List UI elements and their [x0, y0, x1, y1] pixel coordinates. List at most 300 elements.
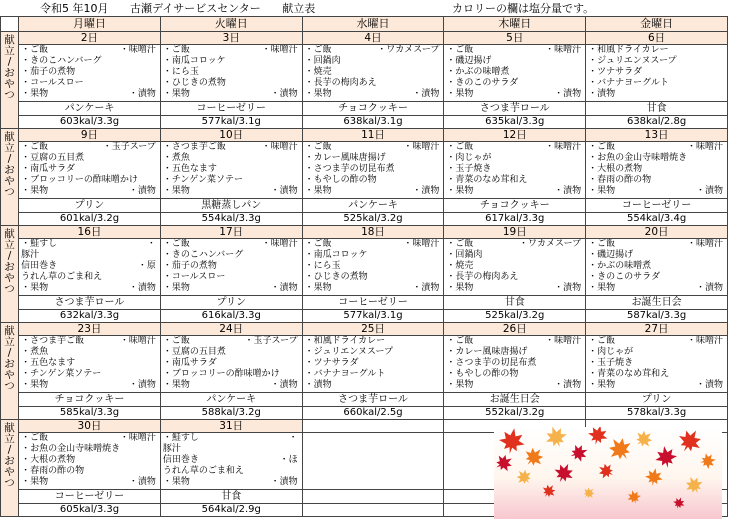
menu-item-right [669, 45, 727, 56]
menu-item: ・果物 [162, 186, 190, 196]
menu-line [21, 56, 160, 67]
menu-cell [302, 239, 444, 296]
menu-line [163, 455, 302, 466]
menu-item: ・コールスロー [21, 78, 84, 88]
menu-item: ・ご飯 [588, 142, 616, 152]
menu-item-right [518, 272, 585, 283]
snack-cell: コーヒーゼリー [160, 102, 302, 116]
weekday-header-row [1, 17, 728, 32]
menu-line [305, 164, 444, 175]
snack-cell: 甘食 [160, 490, 302, 504]
menu-item-right [226, 347, 302, 358]
menu-item: ・コールスロー [162, 272, 226, 282]
side-label-char: / [7, 250, 12, 262]
menu-line [305, 272, 444, 283]
snack-cell: パンケーキ [302, 199, 444, 213]
menu-line [446, 45, 585, 56]
menu-cell [19, 336, 161, 393]
menu-item-right [341, 56, 444, 67]
kcal-cell: 588kal/3.2g [160, 407, 302, 420]
menu-cell [160, 239, 302, 296]
menu-item: ・果物 [162, 477, 190, 487]
menu-item-right [75, 455, 160, 466]
menu-item-right [669, 78, 727, 89]
menu-item-right [226, 56, 302, 67]
menu-item: ・チンゲン菜ソテー [162, 175, 244, 185]
menu-line [21, 347, 160, 358]
side-label-char: お [4, 67, 15, 79]
menu-line [21, 153, 160, 164]
menu-item-right [332, 380, 444, 391]
menu-item-right: ・原 [137, 261, 156, 271]
menu-line [446, 186, 585, 197]
menu-line [588, 164, 727, 175]
menu-item: 豚汁 [21, 250, 40, 260]
menu-item-right [280, 369, 302, 380]
menu-item: ・肉じゃが [588, 347, 634, 357]
menu-line [446, 358, 585, 369]
menu-item: ・果物 [304, 186, 332, 196]
menu-item: 信田巻き [162, 455, 199, 465]
menu-line [588, 283, 727, 294]
menu-cell [160, 142, 302, 199]
empty-kcal-cell [302, 504, 444, 517]
menu-item-right [244, 466, 302, 477]
date-cell: 23日 [19, 323, 161, 336]
menu-item: ・ひじきの煮物 [304, 272, 368, 282]
snack-cell: プリン [160, 296, 302, 310]
menu-item: ・果物 [446, 89, 474, 99]
menu-cell [302, 336, 444, 393]
menu-item-right: ・味噌汁 [545, 45, 582, 55]
menu-line [446, 369, 585, 380]
empty-menu-cell [302, 433, 444, 490]
menu-row [1, 336, 728, 393]
menu-line [446, 175, 585, 186]
menu-item: ・ご飯 [162, 45, 190, 55]
menu-item: ・果物 [588, 283, 616, 293]
menu-item-right [75, 67, 160, 78]
kcal-cell: 577kal/3.1g [160, 116, 302, 129]
menu-line [588, 153, 727, 164]
menu-line [588, 78, 727, 89]
menu-item-right [181, 444, 302, 455]
side-label [1, 420, 19, 517]
menu-item-right [395, 164, 444, 175]
menu-item: ・南瓜コロッケ [162, 56, 226, 66]
menu-item: ・きのこのサラダ [588, 272, 661, 282]
menu-item: ・バナナヨーグルト [588, 78, 669, 88]
kcal-cell: 554kal/3.3g [160, 213, 302, 226]
menu-item: ・きのこのサラダ [446, 78, 519, 88]
kcal-cell: 578kal/3.3g [586, 407, 728, 420]
menu-item: ・ご飯 [21, 433, 49, 443]
menu-line [21, 142, 160, 153]
menu-item-right: ・ワカメスープ [377, 45, 440, 55]
snack-cell: さつま芋ロール [19, 296, 161, 310]
menu-item-right [217, 164, 302, 175]
weekday-header: 金曜日 [586, 17, 728, 32]
menu-cell [444, 142, 586, 199]
menu-item: ・にら玉 [304, 261, 341, 271]
menu-cell [302, 142, 444, 199]
menu-item-right: ・漬物 [695, 186, 723, 196]
kcal-row [1, 310, 728, 323]
menu-line [163, 466, 302, 477]
menu-item-right [84, 153, 160, 164]
menu-line [446, 56, 585, 67]
menu-line [305, 142, 444, 153]
menu-item-right: ・漬物 [554, 380, 582, 390]
menu-item: ・果物 [21, 380, 49, 390]
menu-item: ・ツナサラダ [304, 358, 359, 368]
date-cell: 16日 [19, 226, 161, 239]
menu-line [305, 175, 444, 186]
weekday-header: 火曜日 [160, 17, 302, 32]
menu-item: ・カレー風味唐揚げ [446, 347, 528, 357]
side-label-char: 立 [4, 45, 15, 57]
kcal-cell: 525kal/3.2g [302, 213, 444, 226]
menu-item: ・ご飯 [446, 142, 474, 152]
menu-item: ・和風ドライカレー [588, 45, 669, 55]
menu-item-right: ・漬物 [128, 477, 156, 487]
menu-item-right: ・漬物 [554, 186, 582, 196]
side-label-char: お [4, 261, 15, 273]
menu-item: ・ブロッコリーの酢味噌かけ [21, 175, 138, 185]
snack-cell: 黒糖蒸しパン [160, 199, 302, 213]
menu-line [588, 336, 727, 347]
menu-item-right [367, 250, 443, 261]
menu-item: ・南瓜コロッケ [304, 250, 368, 260]
side-label-char: 献 [4, 325, 15, 337]
kcal-cell: 577kal/3.1g [302, 310, 444, 323]
menu-item: ・果物 [21, 186, 49, 196]
side-label-char: 立 [4, 142, 15, 154]
menu-item-right [120, 444, 160, 455]
menu-item: ・ご飯 [304, 239, 332, 249]
menu-item-right: ・味噌汁 [261, 142, 298, 152]
menu-line [446, 336, 585, 347]
menu-item: ・五色なます [162, 164, 217, 174]
side-label-char: 献 [4, 131, 15, 143]
menu-item-right: ・漬物 [412, 186, 440, 196]
menu-item-right [633, 358, 727, 369]
menu-item-right [386, 153, 444, 164]
date-row [1, 226, 728, 239]
kcal-cell: 552kal/3.2g [444, 407, 586, 420]
menu-line [163, 380, 302, 391]
menu-item: ・果物 [446, 283, 474, 293]
menu-item-right [491, 56, 585, 67]
menu-item: ・ご飯 [162, 239, 190, 249]
menu-item: ・焼売 [446, 261, 474, 271]
menu-cell [586, 142, 728, 199]
menu-line [163, 45, 302, 56]
side-label-char: 立 [4, 239, 15, 251]
date-cell: 10日 [160, 129, 302, 142]
menu-line [163, 444, 302, 455]
menu-item: ・果物 [446, 186, 474, 196]
menu-item-right [677, 56, 727, 67]
menu-line [163, 164, 302, 175]
menu-item-right [642, 164, 727, 175]
menu-item: ・焼売 [304, 67, 332, 77]
menu-item-right [527, 175, 585, 186]
menu-line [163, 336, 302, 347]
menu-line [21, 186, 160, 197]
menu-line [21, 336, 160, 347]
menu-item-right: ・ワカメスープ [519, 239, 582, 249]
empty-snack-cell [302, 490, 444, 504]
menu-cell [19, 433, 161, 490]
menu-line [305, 89, 444, 100]
menu-item: ・ジュリエンヌスープ [304, 347, 394, 357]
menu-item: ・煮魚 [162, 153, 190, 163]
menu-line [446, 250, 585, 261]
menu-item: ・チンゲン菜ソテー [21, 369, 102, 379]
menu-item-right [660, 272, 727, 283]
menu-item: ・果物 [162, 283, 190, 293]
snack-row [1, 199, 728, 213]
menu-item-right [225, 272, 301, 283]
menu-item-right [633, 250, 727, 261]
menu-line [588, 380, 727, 391]
kcal-cell: 587kal/3.3g [586, 310, 728, 323]
menu-line [21, 433, 160, 444]
menu-item-right [527, 347, 585, 358]
menu-item-right: ・味噌汁 [686, 239, 723, 249]
menu-item-right: ・漬物 [270, 186, 298, 196]
kcal-cell: 585kal/3.3g [19, 407, 161, 420]
menu-item-right: ・味噌汁 [686, 336, 723, 346]
menu-line [21, 283, 160, 294]
menu-line [446, 380, 585, 391]
menu-item: ・にら玉 [162, 67, 199, 77]
menu-item: ・茄子の煮物 [21, 67, 76, 77]
menu-item-right [651, 261, 727, 272]
menu-line [588, 175, 727, 186]
menu-item-right [633, 347, 727, 358]
menu-item-right [669, 369, 727, 380]
maple-illustration [494, 427, 722, 519]
date-cell: 3日 [160, 32, 302, 45]
weekday-header: 木曜日 [444, 17, 586, 32]
snack-cell: 甘食 [586, 102, 728, 116]
side-label-char: 献 [4, 34, 15, 46]
menu-line [588, 186, 727, 197]
menu-item: ・和風ドライカレー [304, 336, 386, 346]
side-label-char: 献 [4, 422, 15, 434]
menu-cell [19, 142, 161, 199]
menu-item: ・大根の煮物 [588, 164, 643, 174]
menu-item: ・果物 [446, 380, 474, 390]
menu-line [21, 239, 160, 250]
menu-line [163, 347, 302, 358]
menu-item-right [385, 336, 443, 347]
menu-line [446, 78, 585, 89]
date-cell: 13日 [586, 129, 728, 142]
menu-item: ・南瓜サラダ [162, 358, 217, 368]
snack-cell: プリン [586, 393, 728, 407]
snack-cell: お誕生日会 [444, 393, 586, 407]
menu-item-right [75, 358, 160, 369]
menu-line [163, 261, 302, 272]
menu-item: ・南瓜サラダ [21, 164, 76, 174]
menu-item: ・煮魚 [21, 347, 49, 357]
date-row [1, 129, 728, 142]
side-label-char: 立 [4, 336, 15, 348]
weekday-header: 水曜日 [302, 17, 444, 32]
menu-line [21, 444, 160, 455]
menu-item-right [39, 250, 160, 261]
menu-line [21, 477, 160, 488]
menu-item-right [377, 78, 444, 89]
empty-date-cell [302, 420, 444, 433]
menu-item-right [226, 78, 302, 89]
menu-item-right: ・味噌汁 [261, 239, 298, 249]
date-cell: 4日 [302, 32, 444, 45]
menu-line [305, 380, 444, 391]
menu-line [446, 153, 585, 164]
date-cell: 17日 [160, 226, 302, 239]
menu-item: ・ご飯 [304, 142, 332, 152]
menu-item-right: ・漬物 [554, 283, 582, 293]
kcal-cell: 638kal/2.8g [586, 116, 728, 129]
menu-item-right [217, 358, 302, 369]
menu-item-right [101, 56, 159, 67]
snack-cell: お誕生日会 [586, 296, 728, 310]
side-label-char: つ [4, 186, 15, 198]
snack-cell: さつま芋ロール [444, 102, 586, 116]
menu-item-right: ・味噌汁 [119, 45, 156, 55]
menu-line [446, 89, 585, 100]
menu-item: ・ジュリエンヌスープ [588, 56, 677, 66]
menu-line [163, 358, 302, 369]
menu-item: ・春雨の酢の物 [21, 466, 85, 476]
kcal-cell: 601kal/3.2g [19, 213, 161, 226]
snack-cell: コーヒーゼリー [19, 490, 161, 504]
snack-cell: コーヒーゼリー [586, 199, 728, 213]
snack-cell: プリン [19, 199, 161, 213]
menu-line [446, 164, 585, 175]
menu-cell [586, 336, 728, 393]
menu-item: ・果物 [304, 283, 332, 293]
menu-line [446, 272, 585, 283]
menu-item: ・お魚の金山寺味噌焼き [21, 444, 121, 454]
menu-item-right: ・味噌汁 [686, 142, 723, 152]
menu-item-right [651, 175, 727, 186]
side-label-char: つ [4, 89, 15, 101]
side-label-char: お [4, 455, 15, 467]
menu-line [446, 283, 585, 294]
side-label-char: や [4, 78, 15, 90]
snack-cell: パンケーキ [160, 393, 302, 407]
menu-line [21, 67, 160, 78]
menu-line [163, 433, 302, 444]
menu-item: ・果物 [162, 89, 190, 99]
menu-item-right [84, 78, 160, 89]
menu-item-right [341, 261, 444, 272]
menu-line [588, 369, 727, 380]
menu-line [21, 466, 160, 477]
menu-line [163, 239, 302, 250]
menu-item: ・きのこハンバーグ [21, 56, 102, 66]
menu-item-right: ・漬物 [695, 380, 723, 390]
menu-item-right [393, 347, 443, 358]
menu-item: ・カレー風味唐揚げ [304, 153, 386, 163]
menu-line [588, 358, 727, 369]
menu-line [305, 369, 444, 380]
menu-line [163, 186, 302, 197]
menu-line [21, 455, 160, 466]
menu-line [21, 45, 160, 56]
menu-line [305, 239, 444, 250]
menu-line [21, 250, 160, 261]
snack-cell: パンケーキ [19, 102, 161, 116]
menu-line [163, 175, 302, 186]
menu-item: ・肉じゃが [446, 153, 492, 163]
menu-line [446, 347, 585, 358]
menu-item-right [385, 369, 443, 380]
menu-item-right [332, 67, 444, 78]
menu-item-right: ・味噌汁 [119, 433, 156, 443]
date-cell: 12日 [444, 129, 586, 142]
menu-line [163, 250, 302, 261]
side-label-char: / [7, 56, 12, 68]
menu-line [21, 380, 160, 391]
kcal-cell: 632kal/3.3g [19, 310, 161, 323]
menu-item-right [473, 261, 585, 272]
menu-item-right [48, 347, 160, 358]
side-label-char: 立 [4, 433, 15, 445]
menu-item-right: ・漬物 [695, 283, 723, 293]
kcal-cell: 660kal/2.5g [302, 407, 444, 420]
date-row [1, 323, 728, 336]
date-cell: 25日 [302, 323, 444, 336]
date-cell: 11日 [302, 129, 444, 142]
menu-cell [19, 239, 161, 296]
menu-item-right: ・漬物 [270, 283, 298, 293]
menu-item-right [102, 272, 160, 283]
date-cell: 26日 [444, 323, 586, 336]
menu-cell [444, 336, 586, 393]
menu-item-right: ・ [288, 433, 298, 443]
menu-item: ・長芋の梅肉あえ [446, 272, 519, 282]
weekday-header: 月曜日 [19, 17, 161, 32]
menu-item-right [642, 67, 727, 78]
menu-line [588, 261, 727, 272]
menu-line [305, 358, 444, 369]
menu-item-right [518, 78, 585, 89]
menu-item-right [359, 358, 444, 369]
menu-line [305, 336, 444, 347]
title-era: 令和5 年10月 [40, 2, 109, 15]
date-cell: 27日 [586, 323, 728, 336]
menu-line [588, 142, 727, 153]
menu-cell [19, 45, 161, 102]
menu-item: ・お魚の金山寺味噌焼き [588, 153, 688, 163]
menu-cell [586, 239, 728, 296]
side-label-char: お [4, 164, 15, 176]
menu-item: ・かぶの味噌煮 [446, 67, 510, 77]
menu-item: ・ご飯 [588, 336, 616, 346]
menu-line [305, 347, 444, 358]
menu-line [21, 358, 160, 369]
menu-item: ・回鍋肉 [446, 250, 483, 260]
menu-item-right [491, 164, 585, 175]
menu-item-right [377, 175, 444, 186]
side-label-char: お [4, 358, 15, 370]
